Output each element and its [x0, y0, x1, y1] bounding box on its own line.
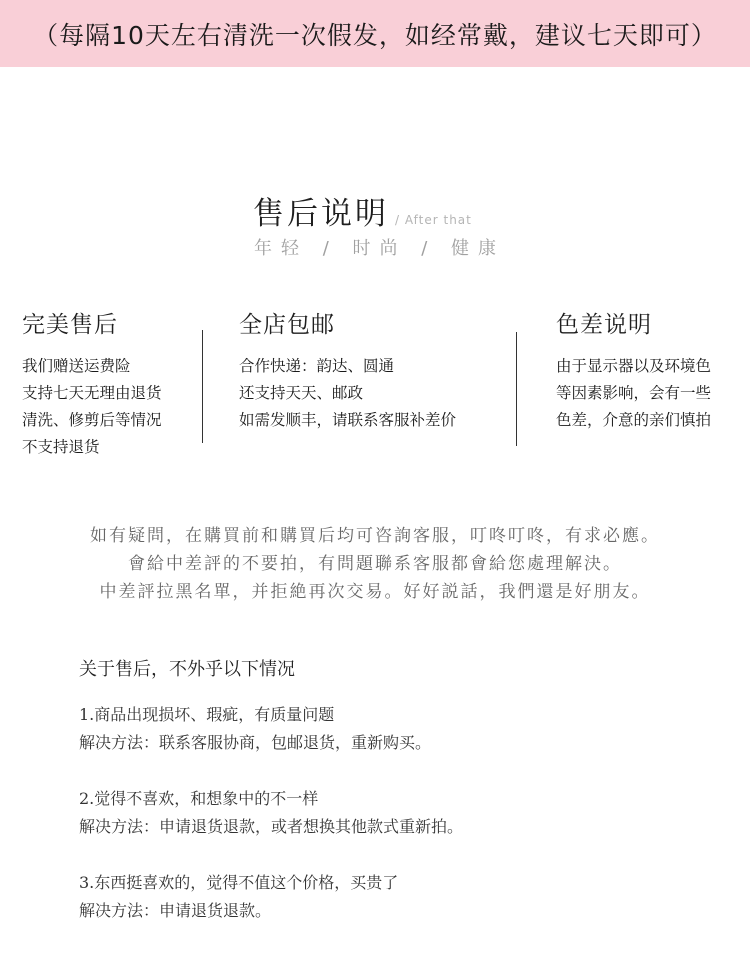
column-color-difference	[556, 306, 711, 434]
cases-title: 关于售后，不外乎以下情况	[79, 659, 295, 680]
list-item: 还支持天天、邮政	[239, 384, 364, 402]
list-item: 我们赠送运费险	[22, 357, 131, 375]
slogan: 年轻 / 时尚 / 健康	[254, 238, 506, 259]
list-item: 不支持退货	[22, 438, 100, 456]
notice-line: 中差評拉黑名單，并拒絶再次交易。好好説話，我們還是好朋友。	[99, 582, 651, 602]
case-item	[79, 785, 463, 841]
washing-tip-text: （每隔10天左右清洗一次假发，如经常戴，建议七天即可）	[33, 20, 717, 50]
column-divider	[202, 330, 203, 443]
case-description: 2.觉得不喜欢，和想象中的不一样	[79, 789, 319, 808]
case-solution: 解决方法：申请退货退款，或者想换其他款式重新拍。	[79, 817, 464, 836]
case-item	[79, 701, 463, 757]
customer-service-notice	[0, 522, 750, 606]
column-title: 完美售后	[22, 312, 118, 338]
case-solution: 解决方法：申请退货退款。	[79, 901, 272, 920]
page-subtitle: / After that	[395, 213, 472, 227]
column-title: 全店包邮	[239, 312, 335, 338]
title-row	[253, 188, 472, 233]
after-sales-cases	[79, 655, 463, 925]
page-title: 售后说明	[253, 196, 389, 232]
washing-tip-banner	[0, 0, 750, 67]
list-item: 合作快递：韵达、圆通	[239, 357, 395, 375]
notice-line: 如有疑問，在購買前和購買后均可咨詢客服，叮咚叮咚，有求必應。	[90, 526, 660, 546]
column-list	[239, 353, 456, 434]
case-description: 1.商品出现损坏、瑕疵，有质量问题	[79, 705, 335, 724]
list-item: 清洗、修剪后等情况	[22, 411, 162, 429]
list-item: 如需发顺丰，请联系客服补差价	[239, 411, 457, 429]
column-title: 色差说明	[556, 312, 652, 338]
column-list	[22, 353, 162, 461]
case-item	[79, 869, 463, 925]
case-solution: 解决方法：联系客服协商，包邮退货，重新购买。	[79, 733, 432, 752]
list-item: 支持七天无理由退货	[22, 384, 162, 402]
list-item: 由于显示器以及环境色等因素影响，会有一些色差，介意的亲们慎拍	[556, 357, 712, 429]
case-description: 3.东西挺喜欢的，觉得不值这个价格，买贵了	[79, 873, 399, 892]
column-perfect-after-sales	[22, 306, 162, 461]
column-free-shipping	[239, 306, 456, 434]
notice-line: 會給中差評的不要拍，有問題聯系客服都會給您處理解決。	[128, 554, 622, 574]
column-divider	[516, 332, 517, 446]
column-list	[556, 353, 711, 434]
